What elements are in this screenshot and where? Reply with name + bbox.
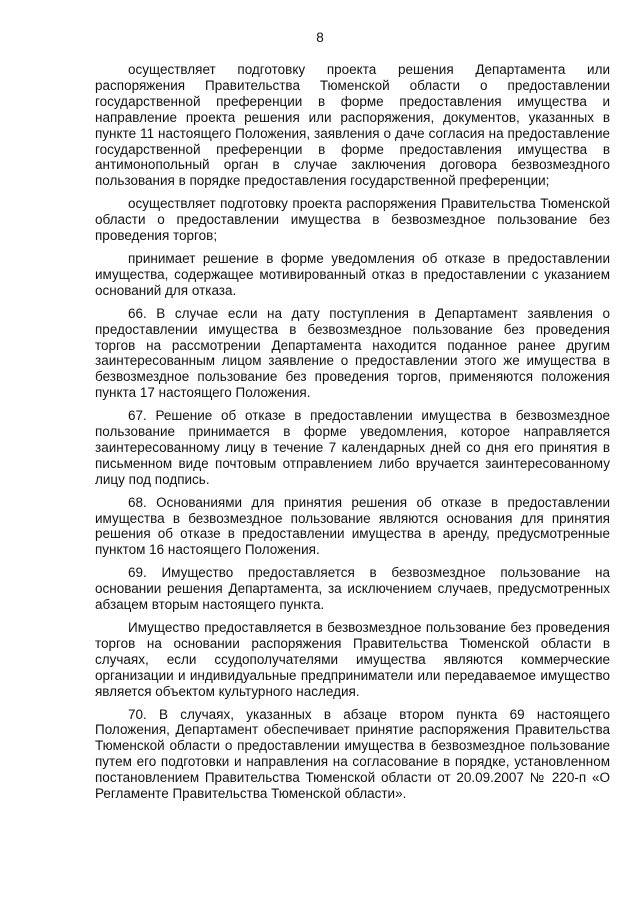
paragraph: Имущество предоставляется в безвозмездное пользование без проведения торгов на основании распоряжения Правительства Тюменской области в случаях, если ссудополучателями имущества являются коммерческие организации и индивидуальные предприниматели или передаваемое имущество является объектом культурного наследия. <box>95 620 610 699</box>
page-number: 8 <box>316 30 324 45</box>
paragraph: осуществляет подготовку проекта распоряжения Правительства Тюменской области о предоставлении имущества в безвозмездное пользование без проведения торгов; <box>95 196 610 244</box>
paragraph: 70. В случаях, указанных в абзаце втором пункта 69 настоящего Положения, Департамент обеспечивает принятие распоряжения Правительства Тюменской области о предоставлении имущества в безвозмездное пользование путем его подготовки и направления на согласование в порядке, установленном постановлением Правительства Тюменской области от 20.09.2007 № 220-п «О Регламенте Правительства Тюменской области». <box>95 706 610 802</box>
paragraph: принимает решение в форме уведомления об отказе в предоставлении имущества, содержащее мотивированный отказ в предоставлении с указанием оснований для отказа. <box>95 250 610 298</box>
paragraph: 66. В случае если на дату поступления в Департамент заявления о предоставлении имущества в безвозмездное пользование без проведения торгов на рассмотрении Департамента находится поданное ранее другим заинтересованным лицом заявление о предоставлении этого же имущества в безвозмездное пользование без проведения торгов, применяются положения пункта 17 настоящего Положения. <box>95 305 610 401</box>
paragraph: 67. Решение об отказе в предоставлении имущества в безвозмездное пользование принимается в форме уведомления, которое направляется заинтересованному лицу в течение 7 календарных дней со дня его принятия в письменном виде почтовым отправлением либо вручается заинтересованному лицу под подпись. <box>95 408 610 487</box>
document-body <box>95 62 610 802</box>
paragraph: 68. Основаниями для принятия решения об отказе в предоставлении имущества в безвозмездное пользование являются основания для принятия решения об отказе в предоставлении имущества в аренду, предусмотренные пунктом 16 настоящего Положения. <box>95 494 610 558</box>
paragraph: осуществляет подготовку проекта решения Департамента или распоряжения Правительства Тюменской области о предоставлении государственной преференции в форме предоставления имущества и направление проекта решения или распоряжения, документов, указанных в пункте 11 настоящего Положения, заявления о даче согласия на предоставление государственной преференции в форме предоставления имущества в антимонопольный орган в случае заключения договора безвозмездного пользования в порядке предоставления государственной преференции; <box>95 62 610 189</box>
paragraph: 69. Имущество предоставляется в безвозмездное пользование на основании решения Департамента, за исключением случаев, предусмотренных абзацем вторым настоящего пункта. <box>95 565 610 613</box>
